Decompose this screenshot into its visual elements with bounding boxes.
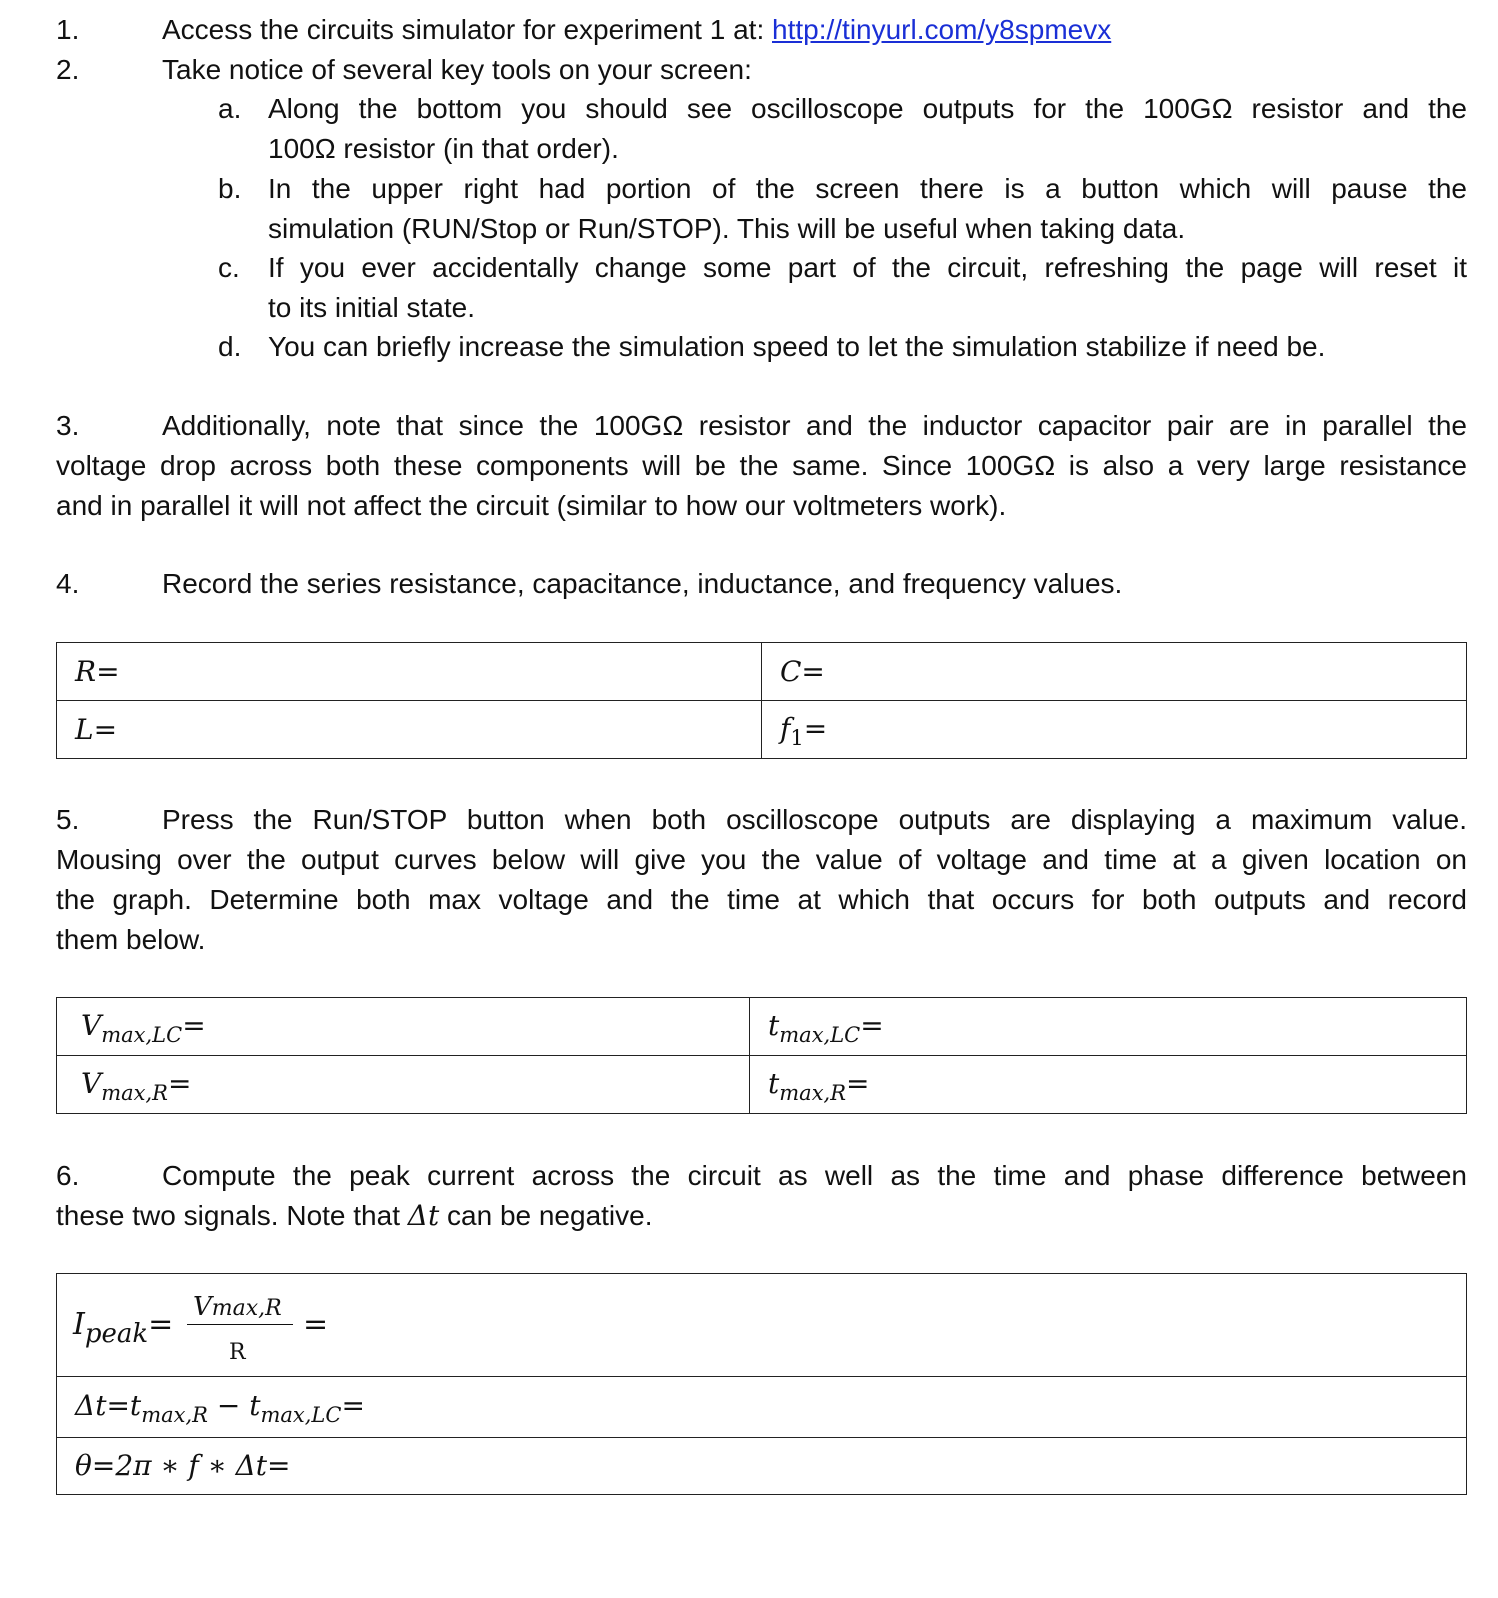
max-values-table xyxy=(56,997,1467,1114)
resistance-label: R= xyxy=(75,654,120,688)
step-1-number: 1. xyxy=(56,14,80,45)
vmax-lc-label: $V_{max,LC}=$ xyxy=(81,1008,206,1047)
capacitance-label: C= xyxy=(780,654,825,688)
step-3-line-3: and in parallel it will not affect the circuit (similar to how our voltmeters work). xyxy=(56,490,1007,521)
delta-t-cell[interactable] xyxy=(57,1377,1467,1438)
computation-table xyxy=(56,1273,1467,1495)
step-2-text: Take notice of several key tools on your screen: xyxy=(162,54,752,85)
frequency-cell[interactable] xyxy=(762,701,1467,759)
values-table xyxy=(56,642,1467,759)
step-2c-marker: c. xyxy=(218,252,240,283)
step-3-number: 3. xyxy=(56,410,80,441)
step-2c-line-1: If you ever accidentally change some part of the circuit, refreshing the page will reset it xyxy=(268,252,1467,283)
frequency-label: $f_1=$ xyxy=(780,711,828,750)
step-5-line-3: the graph. Determine both max voltage and the time at which that occurs for both outputs and record xyxy=(56,884,1467,915)
resistance-cell[interactable] xyxy=(57,643,762,701)
fraction-bar xyxy=(187,1324,293,1325)
delta-t-symbol: Δt xyxy=(407,1199,440,1232)
step-2d-marker: d. xyxy=(218,331,242,362)
inductance-cell[interactable] xyxy=(57,701,762,759)
ipeak-cell[interactable] xyxy=(57,1274,1467,1377)
simulator-link[interactable]: http://tinyurl.com/y8spmevx xyxy=(772,14,1112,45)
step-3-line-1 xyxy=(56,406,1467,446)
ipeak-lhs: Ipeak= xyxy=(73,1307,174,1349)
theta-cell[interactable] xyxy=(57,1438,1467,1495)
vmax-r-cell[interactable] xyxy=(57,1056,750,1114)
tmax-r-label: $t_{max,R}=$ xyxy=(768,1066,870,1105)
step-2a-marker: a. xyxy=(218,93,242,124)
step-2b-marker: b. xyxy=(218,173,242,204)
step-2b-line-1: In the upper right had portion of the screen there is a button which will pause the xyxy=(268,173,1467,204)
step-6-line-1 xyxy=(56,1156,1467,1196)
tmax-lc-label: $t_{max,LC}=$ xyxy=(768,1008,884,1047)
fraction-numerator: Vmax,R xyxy=(193,1292,282,1322)
step-5-line-1-text: Press the Run/STOP button when both oscilloscope outputs are displaying a maximum value. xyxy=(162,804,1467,835)
step-5-line-4: them below. xyxy=(56,924,206,955)
step-2a-line-1: Along the bottom you should see oscilloscope outputs for the 100GΩ resistor and the xyxy=(268,93,1467,124)
tmax-lc-cell[interactable] xyxy=(750,998,1467,1056)
fraction-denominator: R xyxy=(229,1340,246,1365)
step-2c-text xyxy=(268,248,1467,328)
vmax-lc-cell[interactable] xyxy=(57,998,750,1056)
step-5-paragraph xyxy=(56,800,1467,960)
step-2c-line-2: to its initial state. xyxy=(268,292,475,323)
step-6-number: 6. xyxy=(56,1160,80,1191)
step-3-line-2: voltage drop across both these components will be the same. Since 100GΩ is also a very large resistance xyxy=(56,450,1467,481)
step-4-number: 4. xyxy=(56,568,80,599)
step-6-paragraph xyxy=(56,1156,1467,1236)
ipeak-formula xyxy=(73,1275,1466,1375)
step-3-paragraph xyxy=(56,406,1467,526)
step-4-text: Record the series resistance, capacitance, inductance, and frequency values. xyxy=(162,568,1123,599)
step-5-line-2: Mousing over the output curves below will give you the value of voltage and time at a given location on xyxy=(56,844,1467,875)
step-3-line-1-text: Additionally, note that since the 100GΩ resistor and the inductor capacitor pair are in parallel the xyxy=(162,410,1467,441)
step-5-line-1 xyxy=(56,800,1467,840)
step-5-number: 5. xyxy=(56,804,80,835)
capacitance-cell[interactable] xyxy=(762,643,1467,701)
step-2d-text: You can briefly increase the simulation speed to let the simulation stabilize if need be. xyxy=(268,331,1326,362)
step-1-label: Access the circuits simulator for experiment 1 at: xyxy=(162,14,772,45)
step-6-line-1-text: Compute the peak current across the circuit as well as the time and phase difference between xyxy=(162,1160,1467,1191)
ipeak-result-equals: = xyxy=(303,1307,329,1342)
step-1-text xyxy=(162,10,1111,50)
step-2b-text xyxy=(268,169,1467,249)
theta-formula: θ=2π ∗ f ∗ Δt= xyxy=(75,1449,291,1482)
step-2a-line-2: 100Ω resistor (in that order). xyxy=(268,133,619,164)
tmax-r-cell[interactable] xyxy=(750,1056,1467,1114)
step-6-line-2: these two signals. Note that Δt can be negative. xyxy=(56,1199,653,1232)
step-2-number: 2. xyxy=(56,54,80,85)
delta-t-formula: $\Delta t=t_{max,R} - t_{max,LC}=$ xyxy=(75,1389,365,1427)
inductance-label: L= xyxy=(75,712,118,746)
step-2a-text xyxy=(268,89,1467,169)
vmax-r-label: $V_{max,R}=$ xyxy=(81,1066,192,1105)
step-2b-line-2: simulation (RUN/Stop or Run/STOP). This will be useful when taking data. xyxy=(268,213,1186,244)
